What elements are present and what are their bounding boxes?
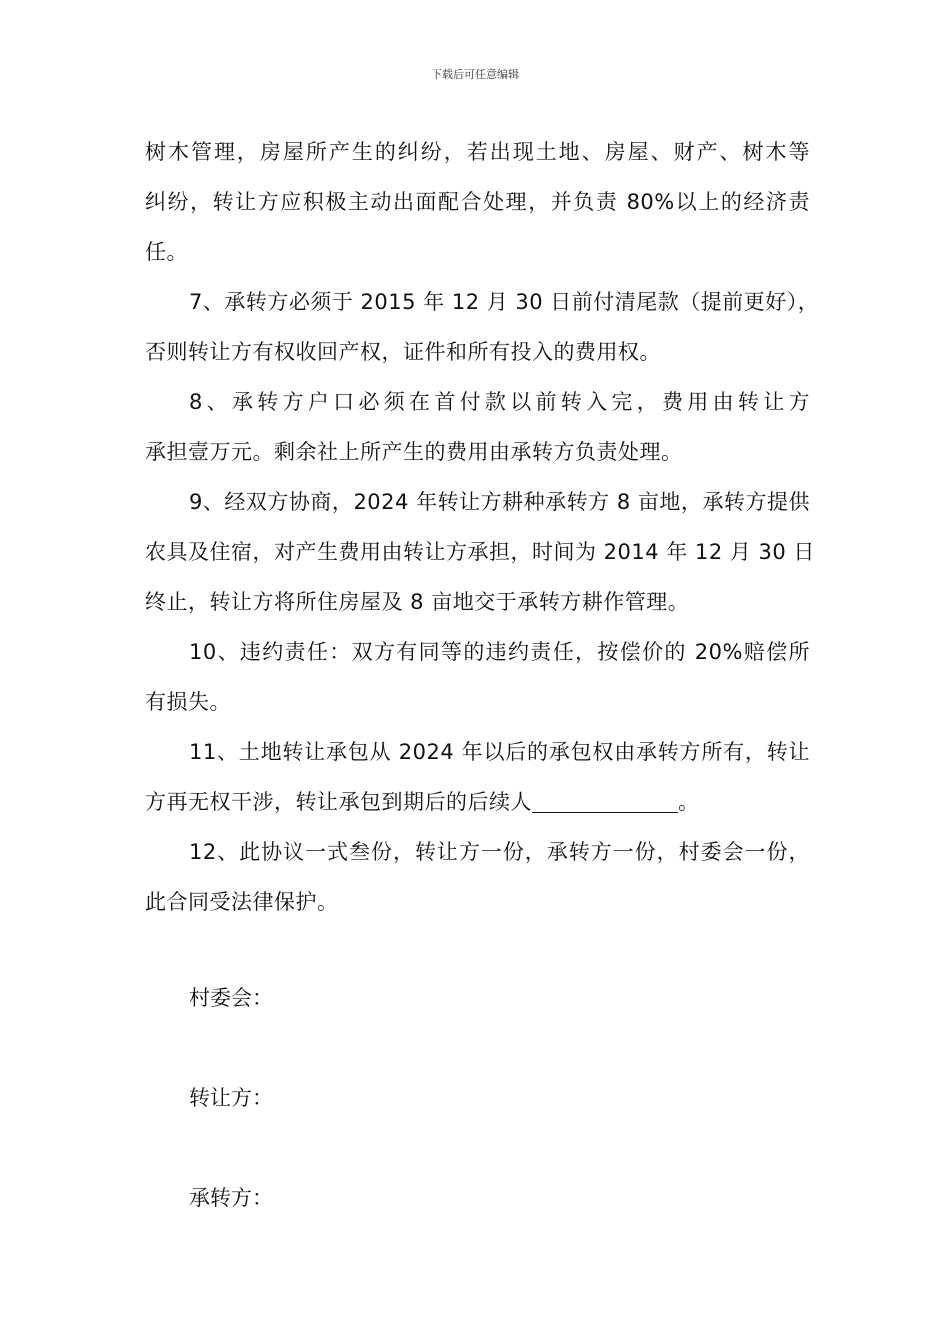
clause-7-line-1: 7、承转方必须于 2015 年 12 月 30 日前付清尾款（提前更好）， — [189, 290, 820, 314]
clause-10-line-2: 有损失。 — [145, 690, 231, 714]
paragraph-line: 任。 — [145, 240, 188, 264]
successor-blank-field[interactable] — [532, 786, 678, 813]
clause-9-line-1: 9、经双方协商，2024 年转让方耕种承转方 8 亩地，承转方提供 — [189, 490, 810, 514]
clause-11-text: 方再无权干涉，转让承包到期后的后续人 — [145, 790, 532, 814]
clause-11-line-2 — [145, 782, 810, 832]
clause-8-line-2: 承担壹万元。剩余社上所产生的费用由承转方负责处理。 — [145, 440, 683, 464]
transferee-signature-label: 承转方： — [189, 1186, 273, 1210]
paragraph-line: 树木管理，房屋所产生的纠纷，若出现土地、房屋、财产、树木等 — [145, 140, 810, 164]
clause-9-line-2: 农具及住宿，对产生费用由转让方承担，时间为 2014 年 12 月 30 日 — [145, 540, 815, 564]
document-body — [145, 132, 820, 932]
clause-11-line-1: 11、土地转让承包从 2024 年以后的承包权由承转方所有，转让 — [189, 740, 810, 764]
clause-8-line-1: 8、承转方户口必须在首付款以前转入完，费用由转让方 — [189, 390, 810, 414]
village-committee-signature-label: 村委会： — [189, 986, 273, 1010]
transferor-signature-label: 转让方： — [189, 1086, 273, 1110]
clause-10-line-1: 10、违约责任：双方有同等的违约责任，按偿价的 20%赔偿所 — [189, 640, 810, 664]
paragraph-line: 纠纷，转让方应积极主动出面配合处理，并负责 80%以上的经济责 — [145, 190, 810, 214]
clause-12-line-2: 此合同受法律保护。 — [145, 890, 339, 914]
page-header: 下载后可任意编辑 — [431, 68, 519, 81]
clause-7-line-2: 否则转让方有权收回产权，证件和所有投入的费用权。 — [145, 340, 661, 364]
clause-9-line-3: 终止，转让方将所住房屋及 8 亩地交于承转方耕作管理。 — [145, 590, 690, 614]
clause-11-end: 。 — [678, 790, 700, 814]
clause-12-line-1: 12、此协议一式叁份，转让方一份，承转方一份，村委会一份， — [189, 840, 810, 864]
